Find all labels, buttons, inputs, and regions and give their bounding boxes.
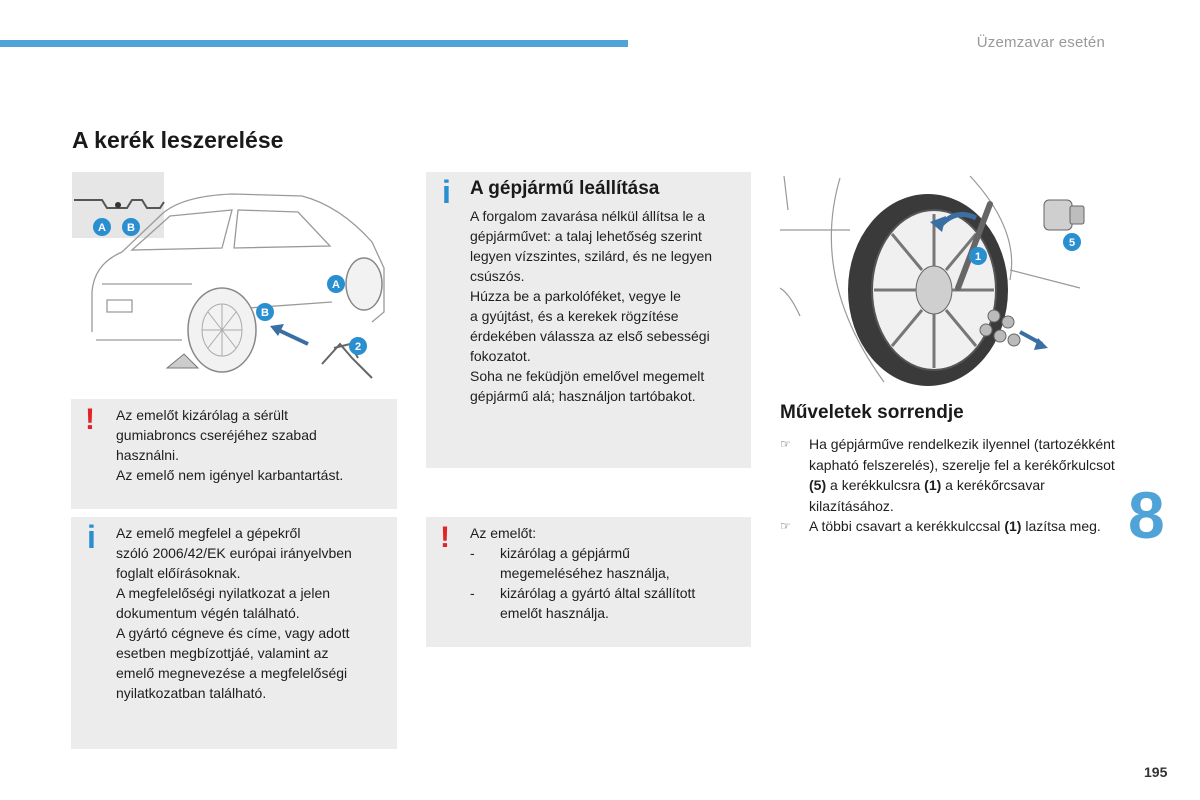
jack-use-warning-box bbox=[426, 517, 751, 647]
list-item bbox=[780, 516, 1120, 537]
step-text: a kerékkulcsra bbox=[826, 477, 925, 493]
stopping-line-1: A forgalom zavarása nélkül állítsa le a bbox=[470, 208, 706, 224]
callout-1-label: 1 bbox=[974, 251, 982, 263]
jack-warning-line-2: gumiabroncs cseréjéhez szabad bbox=[116, 427, 317, 443]
callout-2-label: 2 bbox=[354, 341, 362, 353]
operations-list bbox=[780, 434, 1120, 537]
callout-a-car bbox=[327, 275, 345, 293]
stopping-box-title: A gépjármű leállítása bbox=[470, 178, 660, 199]
callout-b-inset bbox=[122, 218, 140, 236]
stopping-line-5: Húzza be a parkolóféket, vegye le bbox=[470, 288, 681, 304]
hand-pointer-icon: ☞ bbox=[780, 519, 791, 533]
directive-line-3: foglalt előírásoknak. bbox=[116, 565, 241, 581]
list-item bbox=[780, 434, 1120, 516]
step-text: A többi csavart a kerékkulccsal bbox=[809, 518, 1005, 534]
jack-use-intro: Az emelőt: bbox=[470, 525, 537, 541]
callout-5 bbox=[1063, 233, 1081, 251]
stopping-line-3: legyen vízszintes, szilárd, és ne legyen bbox=[470, 248, 713, 264]
stopping-line-4: csúszós. bbox=[470, 268, 525, 284]
directive-line-8: emelő megnevezése a megfelelőségi bbox=[116, 665, 348, 681]
list-item: - kizárólag a gépjármű megemeléséhez használja, bbox=[470, 545, 670, 581]
directive-line-7: esetben megbízottjáé, valamint az bbox=[116, 645, 329, 661]
stopping-line-7: érdekében válassza az első sebességi bbox=[470, 328, 710, 344]
wheel-wrench-illustration bbox=[780, 170, 1120, 386]
directive-line-1: Az emelő megfelel a gépekről bbox=[116, 525, 301, 541]
callout-a-inset-label: A bbox=[98, 222, 106, 234]
step-text: Ha gépjárműve rendelkezik ilyennel (tartozékként kapható felszerelés), szerelje fel a kerékőrkulcsot bbox=[809, 436, 1115, 473]
chapter-number: 8 bbox=[1128, 478, 1165, 552]
callout-2 bbox=[349, 337, 367, 355]
stopping-info-box bbox=[426, 172, 751, 468]
jack-warning-line-1: Az emelőt kizárólag a sérült bbox=[116, 407, 288, 423]
directive-line-4: A megfelelőségi nyilatkozat a jelen bbox=[116, 585, 331, 601]
directive-line-9: nyilatkozatban található. bbox=[116, 685, 267, 701]
operations-heading: Műveletek sorrendje bbox=[780, 402, 964, 423]
callout-5-label: 5 bbox=[1068, 237, 1076, 249]
callout-b-inset-label: B bbox=[127, 222, 135, 234]
chapter-title: Üzemzavar esetén bbox=[976, 34, 1105, 51]
list-item: - kizárólag a gyártó által szállított emelőt használja. bbox=[470, 585, 696, 621]
jack-use-list bbox=[470, 543, 742, 623]
info-icon: i bbox=[442, 174, 451, 210]
directive-line-2: szóló 2006/42/EK európai irányelvben bbox=[116, 545, 352, 561]
directive-line-5: dokumentum végén található. bbox=[116, 605, 300, 621]
car-jack-illustration bbox=[72, 172, 400, 384]
reference-number: (5) bbox=[809, 477, 827, 493]
page-number: 195 bbox=[1144, 764, 1168, 780]
callout-a-car-label: A bbox=[332, 279, 340, 291]
info-icon: i bbox=[87, 519, 96, 555]
callout-b-car bbox=[256, 303, 274, 321]
reference-number: (1) bbox=[1004, 518, 1022, 534]
page-heading: A kerék leszerelése bbox=[72, 127, 284, 153]
stopping-line-2: gépjárművet: a talaj lehetőség szerint bbox=[470, 228, 702, 244]
exclamation-icon: ! bbox=[440, 521, 450, 554]
directive-line-6: A gyártó cégneve és címe, vagy adott bbox=[116, 625, 350, 641]
reference-number: (1) bbox=[924, 477, 942, 493]
exclamation-icon: ! bbox=[85, 403, 95, 436]
jack-warning-box bbox=[71, 399, 397, 509]
stopping-line-8: fokozatot. bbox=[470, 348, 531, 364]
step-text: lazítsa meg. bbox=[1021, 518, 1101, 534]
step-text: a kerékőrcsavar kilazításához. bbox=[809, 477, 1045, 514]
jack-warning-line-3: használni. bbox=[116, 447, 180, 463]
stopping-line-9: Soha ne feküdjön emelővel megemelt bbox=[470, 368, 705, 384]
chapter-accent-bar bbox=[0, 40, 628, 47]
stopping-line-6: a gyújtást, és a kerekek rögzítése bbox=[470, 308, 679, 324]
directive-info-box bbox=[71, 517, 397, 749]
callout-1 bbox=[969, 247, 987, 265]
callout-b-car-label: B bbox=[261, 307, 269, 319]
jack-warning-line-4: Az emelő nem igényel karbantartást. bbox=[116, 467, 344, 483]
hand-pointer-icon: ☞ bbox=[780, 437, 791, 451]
callout-a-inset bbox=[93, 218, 111, 236]
stopping-line-10: gépjármű alá; használjon tartóbakot. bbox=[470, 388, 696, 404]
